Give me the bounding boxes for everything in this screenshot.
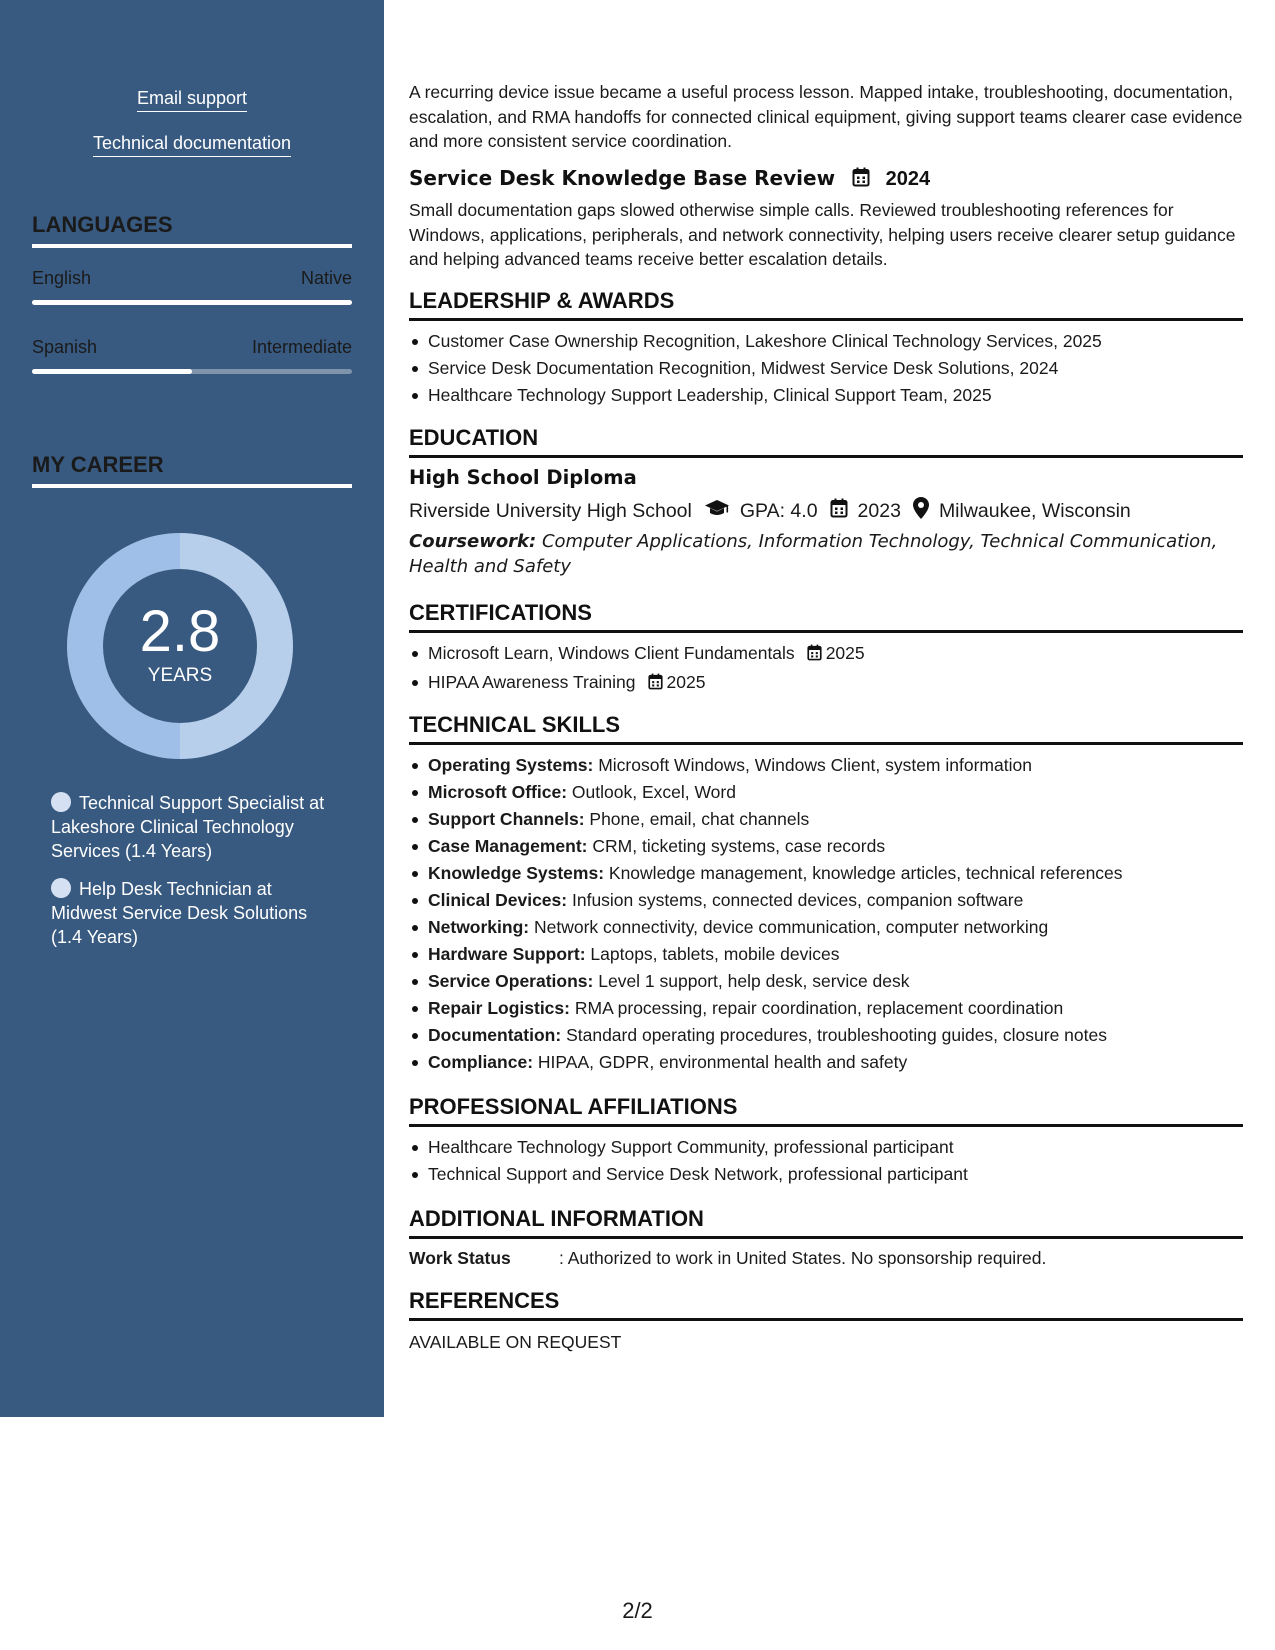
skill-item [409,860,1243,887]
project-title-row [409,166,930,191]
education-gpa: GPA: 4.0 [739,499,818,522]
skill-label: Compliance: [428,1052,534,1072]
skills-list [409,752,1243,1076]
skill-item [409,1049,1243,1076]
language-row-spanish [32,337,352,358]
career-total-years: 2.8 [139,599,221,664]
references-text: AVAILABLE ON REQUEST [409,1332,622,1352]
list-item: Healthcare Technology Support Leadership, Clinical Support Team, 2025 [409,382,1243,409]
skill-value: Laptops, tablets, mobile devices [590,944,840,964]
skill-item [409,779,1243,806]
career-item [51,877,341,949]
education-year: 2023 [857,499,901,522]
language-name: English [32,268,92,288]
language-level: Native [300,268,352,288]
skill-item [409,806,1243,833]
skill-item [409,1022,1243,1049]
education-degree: High School Diploma [409,466,637,489]
career-item-text: Technical Support Specialist at Lakeshore Clinical Technology Services (1.4 Years) [51,793,325,861]
language-bar-english [32,300,352,305]
map-pin-icon [913,497,929,525]
graduation-cap-icon [704,499,730,523]
skill-label: Hardware Support: [428,944,586,964]
skill-value: Level 1 support, help desk, service desk [598,971,910,991]
skill-value: Outlook, Excel, Word [571,782,736,802]
skill-item [409,941,1243,968]
skill-label: Microsoft Office: [428,782,568,802]
technical-documentation-link[interactable]: Technical documentation [0,133,384,154]
affiliations-list [409,1134,1243,1188]
certification-year: 2025 [825,643,865,663]
skill-item [409,914,1243,941]
list-item [409,669,1243,698]
list-item: Service Desk Documentation Recognition, Midwest Service Desk Solutions, 2024 [409,355,1243,382]
education-details [409,497,1131,525]
affiliations-heading: PROFESSIONAL AFFILIATIONS [409,1094,1243,1127]
skill-value: Network connectivity, device communication, computer networking [534,917,1049,937]
skills-heading: TECHNICAL SKILLS [409,712,1243,745]
skill-value: Standard operating procedures, troubleshooting guides, closure notes [566,1025,1107,1045]
skill-label: Support Channels: [428,809,585,829]
calendar-icon [648,671,663,698]
coursework-label: Coursework: [409,531,537,552]
language-row-english [32,268,352,289]
list-item: Technical Support and Service Desk Network, professional participant [409,1161,1243,1188]
education-coursework [409,529,1243,579]
calendar-icon [807,642,822,669]
language-bar-spanish [32,369,352,374]
certification-name: Microsoft Learn, Windows Client Fundamentals [428,643,795,663]
career-dot-icon [51,792,71,812]
language-level: Intermediate [251,337,352,357]
certification-name: HIPAA Awareness Training [428,672,636,692]
career-years-unit: YEARS [147,665,213,686]
skill-value: Microsoft Windows, Windows Client, system information [598,755,1032,775]
skill-label: Networking: [428,917,530,937]
certifications-heading: CERTIFICATIONS [409,600,1243,633]
languages-heading: LANGUAGES [32,212,352,248]
leadership-heading: LEADERSHIP & AWARDS [409,288,1243,321]
education-heading: EDUCATION [409,425,1243,458]
skill-label: Repair Logistics: [428,998,570,1018]
work-status-value: : Authorized to work in United States. No sponsorship required. [559,1248,1047,1268]
skill-label: Operating Systems: [428,755,594,775]
additional-info-heading: ADDITIONAL INFORMATION [409,1206,1243,1239]
skill-value: Infusion systems, connected devices, companion software [571,890,1024,910]
work-status-row [409,1248,1046,1269]
coursework-text: Computer Applications, Information Technology, Technical Communication, Health and Safety [409,531,1218,577]
references-heading: REFERENCES [409,1288,1243,1321]
skill-value: Knowledge management, knowledge articles, technical references [608,863,1123,883]
career-item [51,791,341,863]
skill-item [409,833,1243,860]
language-bar-fill [32,300,352,305]
skill-label: Case Management: [428,836,588,856]
skill-item [409,968,1243,995]
work-status-label: Work Status [409,1248,511,1268]
project-description: Small documentation gaps slowed otherwise simple calls. Reviewed troubleshooting references for Windows, applications, peripherals, and network connectivity, helping users receive clearer setup guidance and helping advanced teams receive better escalation details. [409,200,1236,269]
career-item-text: Help Desk Technician at Midwest Service Desk Solutions (1.4 Years) [51,879,308,947]
email-support-link[interactable]: Email support [0,88,384,109]
list-item: Customer Case Ownership Recognition, Lakeshore Clinical Technology Services, 2025 [409,328,1243,355]
career-heading: MY CAREER [32,452,352,488]
skill-label: Knowledge Systems: [428,863,605,883]
leadership-list [409,328,1243,409]
project-year: 2024 [885,168,931,190]
education-school: Riverside University High School [409,499,692,522]
language-bar-fill [32,369,192,374]
skill-label: Documentation: [428,1025,562,1045]
skill-item [409,752,1243,779]
project-intro-paragraph: A recurring device issue became a useful process lesson. Mapped intake, troubleshooting, documentation, escalation, and RMA handoffs for connected clinical equipment, giving support teams clearer case evidence and more consistent service coordination. [409,82,1243,151]
skill-value: HIPAA, GDPR, environmental health and safety [537,1052,908,1072]
skill-item [409,995,1243,1022]
list-item: Healthcare Technology Support Community, professional participant [409,1134,1243,1161]
career-dot-icon [51,878,71,898]
skill-value: CRM, ticketing systems, case records [592,836,886,856]
calendar-icon [852,168,876,190]
education-location: Milwaukee, Wisconsin [938,499,1131,522]
calendar-icon [830,498,848,524]
certification-year: 2025 [666,672,706,692]
language-name: Spanish [32,337,98,357]
skill-item [409,887,1243,914]
skill-value: Phone, email, chat channels [589,809,810,829]
page-number: 2/2 [622,1598,653,1623]
list-item [409,640,1243,669]
skill-value: RMA processing, repair coordination, replacement coordination [574,998,1064,1018]
project-title: Service Desk Knowledge Base Review [409,166,836,190]
certifications-list [409,640,1243,698]
skill-label: Clinical Devices: [428,890,568,910]
skill-label: Service Operations: [428,971,594,991]
